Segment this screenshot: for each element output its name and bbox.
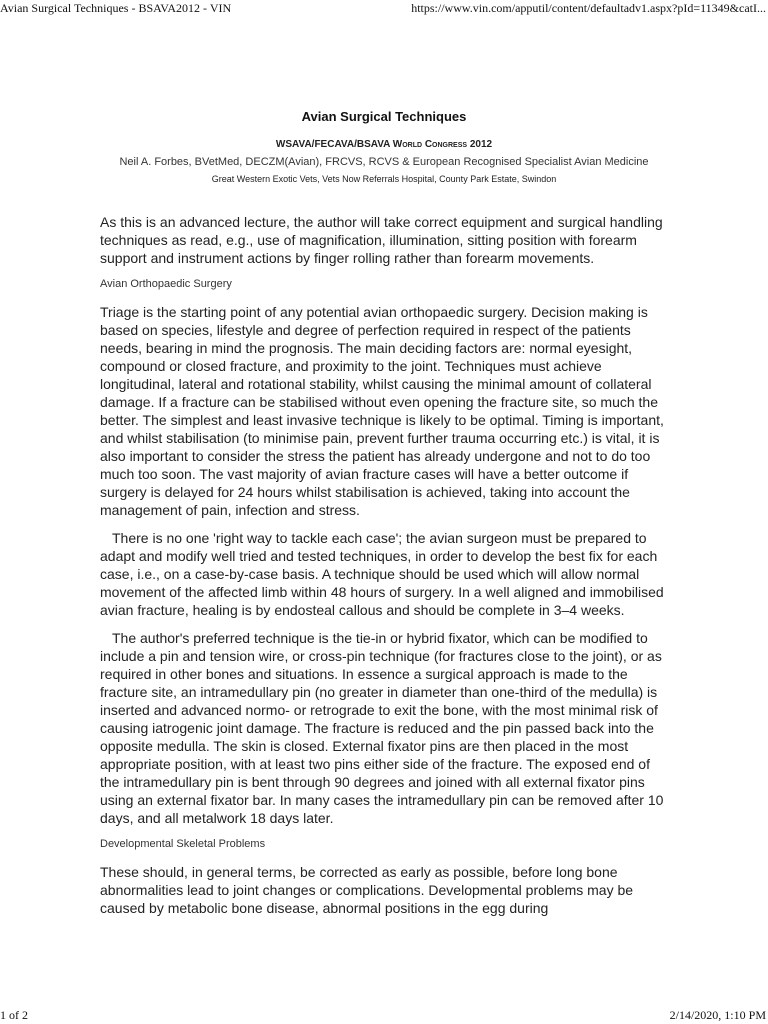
affiliation-line: Great Western Exotic Vets, Vets Now Referrals Hospital, County Park Estate, Swindon <box>211 174 557 184</box>
body-paragraph: The author's preferred technique is the tie-in or hybrid fixator, which can be modified to include a pin and tension wire, or cross-pin technique (for fractures close to the joint), or as required in other bones and situations. In essence a surgical approach is made to the fracture site, an intramedullary pin (no greater in diameter than one-third of the medulla) is inserted and advanced normo- or retrograde to exit the bone, with the most minimal risk of causing iatrogenic joint damage. The fracture is reduced and the pin passed back into the opposite medulla. The skin is closed. External fixator pins are then placed in the most appropriate position, with at least two pins either side of the fracture. The exposed end of the intramedullary pin is bent through 90 degrees and joined with all external fixator pins using an external fixator bar. In many cases the intramedullary pin can be removed after 10 days, and all metalwork 18 days later. <box>100 630 664 826</box>
page-title-header: Avian Surgical Techniques - BSAVA2012 - VIN <box>0 1 232 15</box>
article-title: Avian Surgical Techniques <box>301 109 467 124</box>
article <box>100 100 668 927</box>
body-paragraph: Triage is the starting point of any potential avian orthopaedic surgery. Decision making is based on species, lifestyle and degree of perfection required in respect of the patients needs, bearing in mind the prognosis. The main deciding factors are: normal eyesight, compound or closed fracture, and proximity to the joint. Techniques must achieve longitudinal, lateral and rotational stability, whilst causing the minimal amount of collateral damage. If a fracture can be stabilised without even opening the fracture site, so much the better. The simplest and least invasive technique is likely to be optimal. Timing is important, and whilst stabilisation (to minimise pain, prevent further trauma occurring etc.) is vital, it is also important to consider the stress the patient has already undergone and not to do too much too soon. The vast majority of avian fracture cases will have a better outcome if surgery is delayed for 24 hours whilst stabilisation is achieved, taking into account the management of pain, infection and stress. <box>100 304 664 518</box>
section-heading-developmental: Developmental Skeletal Problems <box>100 838 266 850</box>
page-url: https://www.vin.com/apputil/content/defaultadv1.aspx?pId=11349&catI... <box>411 1 766 15</box>
print-header <box>0 1 768 16</box>
intro-paragraph: As this is an advanced lecture, the author will take correct equipment and surgical handling techniques as read, e.g., use of magnification, illumination, sitting position with forearm support and instrument actions by finger rolling rather than forearm movements. <box>100 214 663 266</box>
article-body <box>100 213 668 917</box>
print-footer <box>0 1008 768 1023</box>
page-number: 1 of 2 <box>0 1008 28 1022</box>
author-line: Neil A. Forbes, BVetMed, DECZM(Avian), FRCVS, RCVS & European Recognised Specialist Avian Medicine <box>119 156 649 168</box>
section-heading-orthopaedic: Avian Orthopaedic Surgery <box>100 278 232 290</box>
body-paragraph: There is no one 'right way to tackle each case'; the avian surgeon must be prepared to adapt and modify well tried and tested techniques, in order to develop the best fix for each case, i.e., on a case-by-case basis. A technique should be used which will allow normal movement of the affected limb within 48 hours of surgery. In a well aligned and immobilised avian fracture, healing is by endosteal callous and should be complete in 3–4 weeks. <box>100 530 664 618</box>
print-timestamp: 2/14/2020, 1:10 PM <box>669 1008 766 1022</box>
body-paragraph: These should, in general terms, be corrected as early as possible, before long bone abnormalities lead to joint changes or complications. Developmental problems may be caused by metabolic bone disease, abnormal positions in the egg during <box>100 864 634 916</box>
conference-name: WSAVA/FECAVA/BSAVA World Congress 2012 <box>275 139 493 150</box>
